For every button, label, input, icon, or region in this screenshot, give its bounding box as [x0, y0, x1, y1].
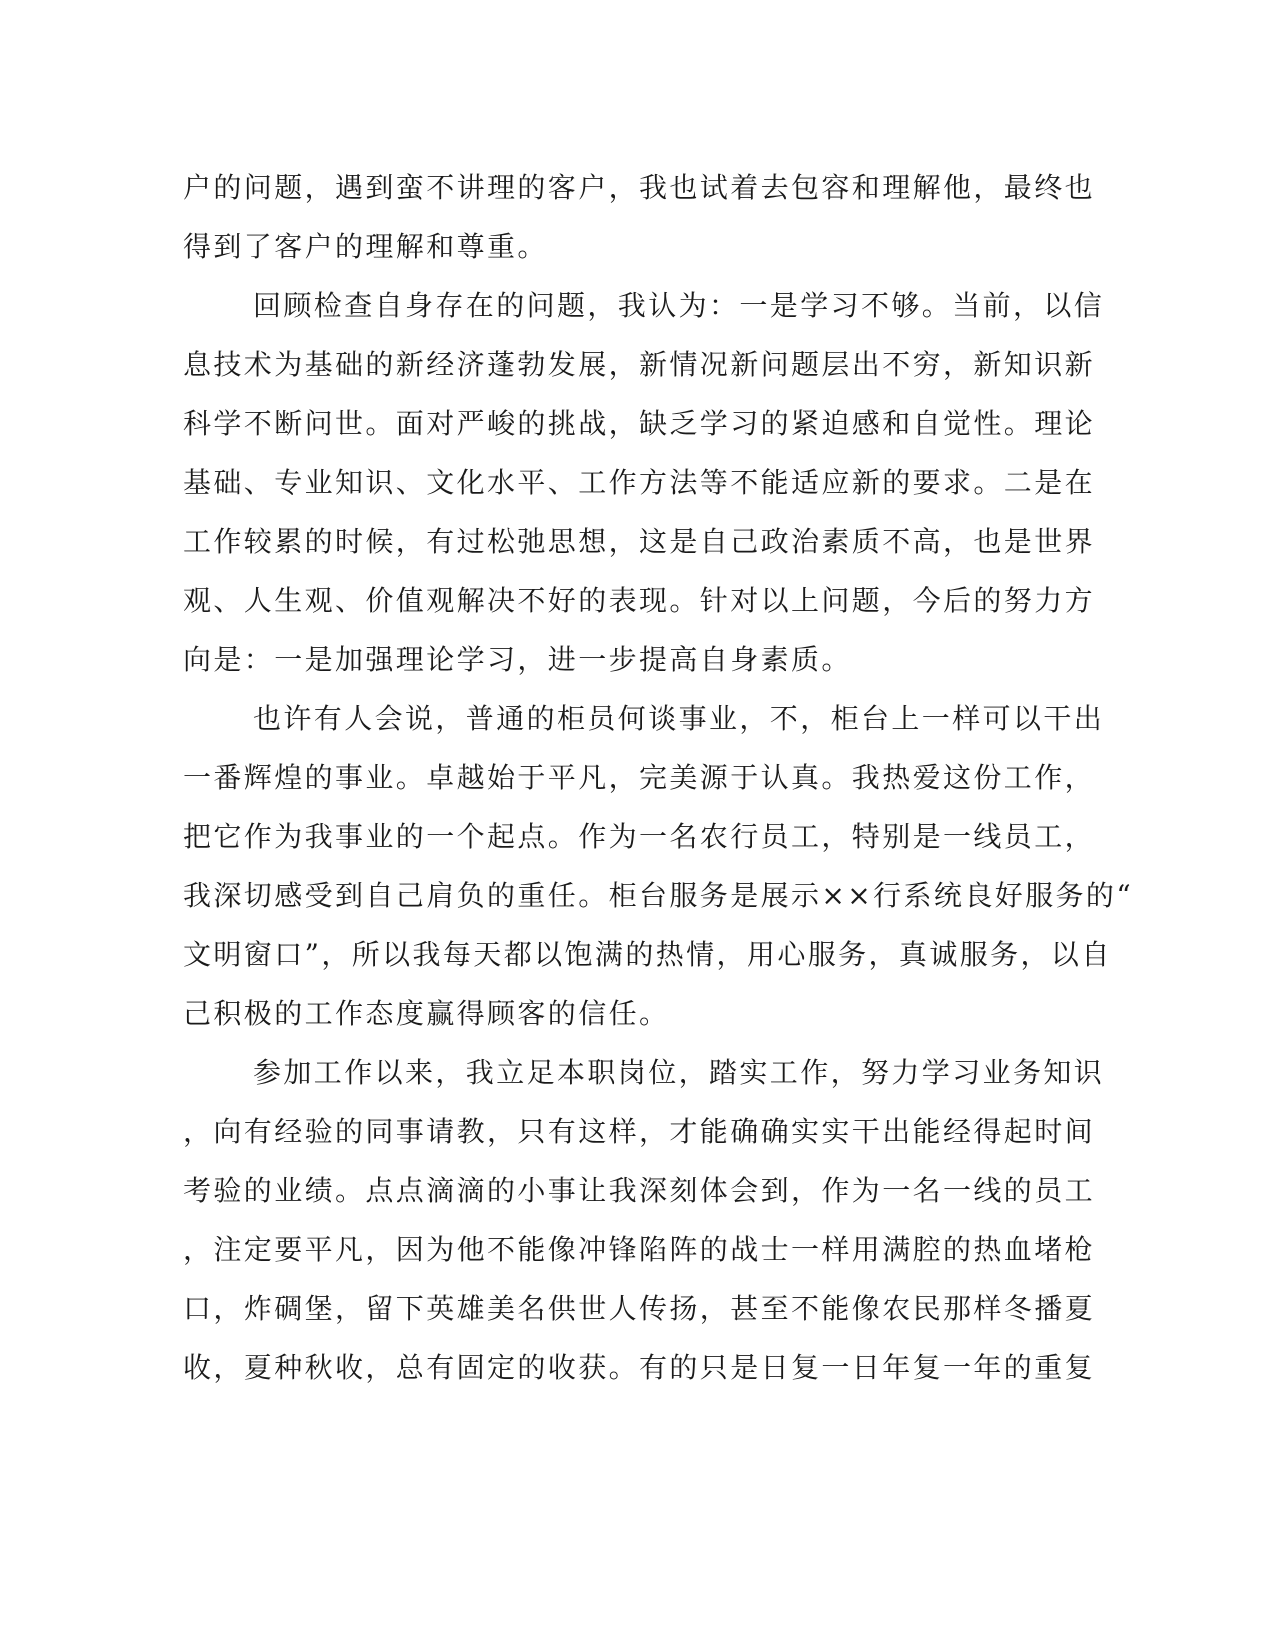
text-line: 文明窗口”，所以我每天都以饱满的热情，用心服务，真诚服务，以自 — [183, 938, 1112, 971]
text-line: 基础、专业知识、文化水平、工作方法等不能适应新的要求。二是在 — [183, 466, 1096, 499]
text-line: ，向有经验的同事请教，只有这样，才能确确实实干出能经得起时间 — [183, 1115, 1096, 1148]
text-line: 收，夏种秋收，总有固定的收获。有的只是日复一日年复一年的重复 — [183, 1351, 1096, 1384]
text-line: 也许有人会说，普通的柜员何谈事业，不，柜台上一样可以干出 — [253, 702, 1105, 735]
text-line: 参加工作以来，我立足本职岗位，踏实工作，努力学习业务知识 — [253, 1056, 1105, 1089]
text-line: 己积极的工作态度赢得顾客的信任。 — [183, 997, 670, 1030]
text-line: 得到了客户的理解和尊重。 — [183, 230, 548, 263]
text-line: 回顾检查自身存在的问题，我认为：一是学习不够。当前，以信 — [253, 289, 1105, 322]
text-line: ，注定要平凡，因为他不能像冲锋陷阵的战士一样用满腔的热血堵枪 — [183, 1233, 1096, 1266]
text-line: 向是：一是加强理论学习，进一步提高自身素质。 — [183, 643, 852, 676]
text-line: 息技术为基础的新经济蓬勃发展，新情况新问题层出不穷，新知识新 — [183, 348, 1096, 381]
document-body — [183, 158, 1134, 1397]
text-line: 把它作为我事业的一个起点。作为一名农行员工，特别是一线员工， — [183, 820, 1096, 853]
text-line: 口，炸碉堡，留下英雄美名供世人传扬，甚至不能像农民那样冬播夏 — [183, 1292, 1096, 1325]
text-line: 户的问题，遇到蛮不讲理的客户，我也试着去包容和理解他，最终也 — [183, 171, 1096, 204]
text-line: 观、人生观、价值观解决不好的表现。针对以上问题，今后的努力方 — [183, 584, 1096, 617]
text-line: 我深切感受到自己肩负的重任。柜台服务是展示××行系统良好服务的“ — [183, 879, 1134, 912]
text-line: 一番辉煌的事业。卓越始于平凡，完美源于认真。我热爱这份工作， — [183, 761, 1096, 794]
text-line: 工作较累的时候，有过松弛思想，这是自己政治素质不高，也是世界 — [183, 525, 1096, 558]
text-line: 科学不断问世。面对严峻的挑战，缺乏学习的紧迫感和自觉性。理论 — [183, 407, 1096, 440]
text-line: 考验的业绩。点点滴滴的小事让我深刻体会到，作为一名一线的员工 — [183, 1174, 1096, 1207]
